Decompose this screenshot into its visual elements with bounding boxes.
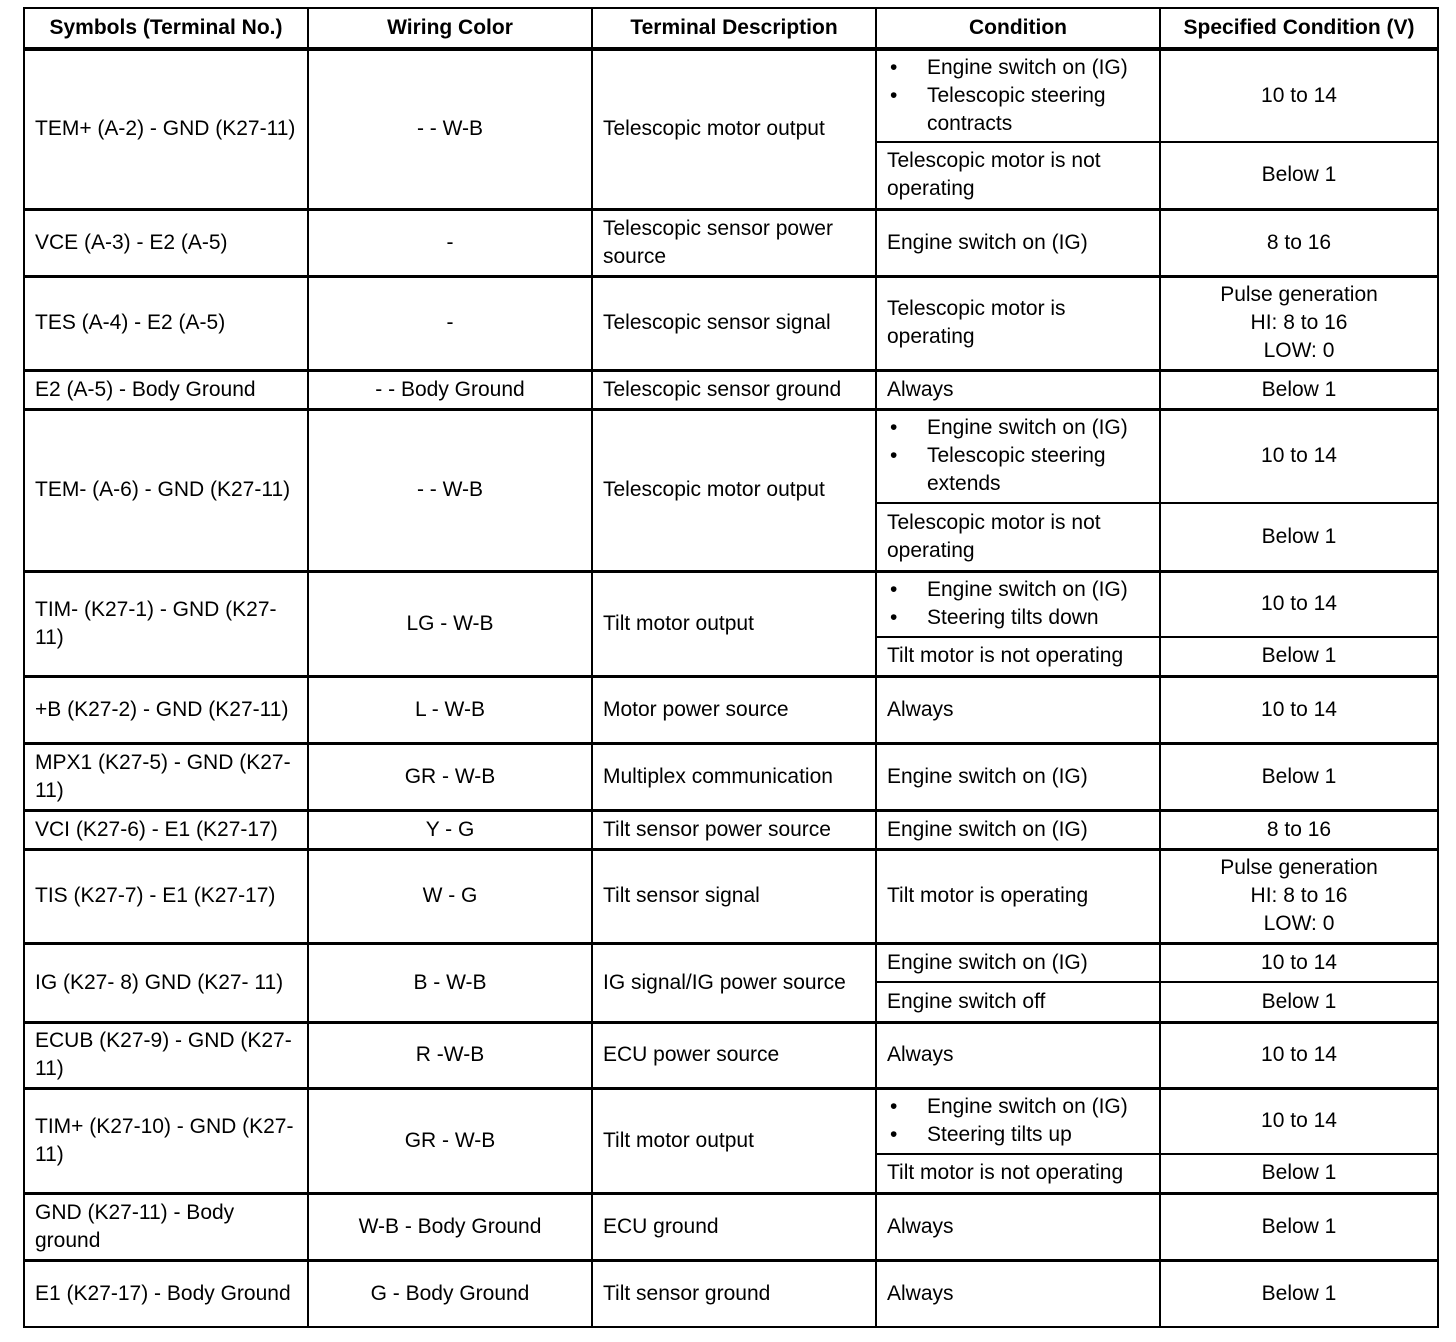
spec-line: LOW: 0	[1263, 339, 1335, 362]
wiring-color-cell: - - W-B	[308, 49, 592, 209]
specified-condition-cell: Below 1	[1160, 503, 1438, 571]
condition-cell: Tilt motor is not operating	[876, 1154, 1160, 1193]
terminal-description-cell: Tilt sensor ground	[592, 1260, 876, 1327]
terminal-description-cell: Telescopic motor output	[592, 409, 876, 571]
symbol-cell: ECUB (K27-9) - GND (K27-11)	[24, 1022, 308, 1088]
terminal-description-cell: IG signal/IG power source	[592, 943, 876, 1022]
condition-bullet-item: • Engine switch on (IG)	[887, 54, 1149, 82]
condition-bullet-list	[887, 1093, 1149, 1149]
specified-condition-cell: Below 1	[1160, 1260, 1438, 1327]
table-header	[24, 8, 1438, 49]
wiring-color-cell: W - G	[308, 849, 592, 943]
table-row	[24, 1088, 1438, 1154]
condition-cell	[876, 49, 1160, 142]
condition-bullet-item: • Steering tilts up	[887, 1121, 1149, 1149]
symbol-cell: MPX1 (K27-5) - GND (K27-11)	[24, 743, 308, 810]
condition-cell	[876, 571, 1160, 637]
specified-condition-cell: 10 to 14	[1160, 1088, 1438, 1154]
table-row	[24, 370, 1438, 409]
wiring-color-cell: -	[308, 276, 592, 370]
condition-cell: Telescopic motor is not operating	[876, 142, 1160, 209]
specified-condition-cell: Below 1	[1160, 1193, 1438, 1260]
specified-condition-cell: 10 to 14	[1160, 1022, 1438, 1088]
condition-bullet-list	[887, 576, 1149, 632]
symbol-cell: E2 (A-5) - Body Ground	[24, 370, 308, 409]
header-wiring-color: Wiring Color	[308, 8, 592, 49]
symbol-cell: E1 (K27-17) - Body Ground	[24, 1260, 308, 1327]
specified-condition-cell: Below 1	[1160, 142, 1438, 209]
terminal-description-cell: ECU ground	[592, 1193, 876, 1260]
wiring-color-cell: -	[308, 209, 592, 276]
header-terminal-description: Terminal Description	[592, 8, 876, 49]
specified-condition-cell: 10 to 14	[1160, 571, 1438, 637]
wiring-color-cell: - - Body Ground	[308, 370, 592, 409]
condition-bullet-item: • Engine switch on (IG)	[887, 414, 1149, 442]
table-body	[24, 49, 1438, 1327]
spec-line: HI: 8 to 16	[1250, 311, 1348, 334]
condition-cell: Always	[876, 1193, 1160, 1260]
table-row	[24, 676, 1438, 743]
table-row	[24, 1193, 1438, 1260]
symbol-cell: TEM+ (A-2) - GND (K27-11)	[24, 49, 308, 209]
wiring-color-cell: G - Body Ground	[308, 1260, 592, 1327]
wiring-color-cell: Y - G	[308, 810, 592, 849]
specified-condition-cell: Below 1	[1160, 1154, 1438, 1193]
condition-cell: Always	[876, 1022, 1160, 1088]
specified-condition-cell: 10 to 14	[1160, 409, 1438, 503]
symbol-cell: TIM+ (K27-10) - GND (K27-11)	[24, 1088, 308, 1193]
table-row	[24, 1260, 1438, 1327]
symbol-cell: TIS (K27-7) - E1 (K27-17)	[24, 849, 308, 943]
specified-condition-cell: Below 1	[1160, 370, 1438, 409]
wiring-color-cell: LG - W-B	[308, 571, 592, 676]
condition-bullet-item: • Engine switch on (IG)	[887, 576, 1149, 604]
terminal-description-cell: ECU power source	[592, 1022, 876, 1088]
table-row	[24, 49, 1438, 142]
terminal-description-cell: Motor power source	[592, 676, 876, 743]
condition-cell	[876, 1088, 1160, 1154]
table-row	[24, 571, 1438, 637]
wiring-color-cell: GR - W-B	[308, 1088, 592, 1193]
specified-condition-cell: Below 1	[1160, 982, 1438, 1022]
condition-cell: Engine switch on (IG)	[876, 810, 1160, 849]
wiring-color-cell: R -W-B	[308, 1022, 592, 1088]
condition-cell	[876, 409, 1160, 503]
terminal-description-cell: Tilt sensor power source	[592, 810, 876, 849]
specified-condition-cell: 10 to 14	[1160, 676, 1438, 743]
table-row	[24, 943, 1438, 982]
condition-bullet-item: • Steering tilts down	[887, 604, 1149, 632]
header-row	[24, 8, 1438, 49]
symbol-cell: GND (K27-11) - Body ground	[24, 1193, 308, 1260]
condition-cell: Engine switch on (IG)	[876, 943, 1160, 982]
specified-condition-cell	[1160, 276, 1438, 370]
table-row	[24, 1022, 1438, 1088]
specified-condition-cell: 8 to 16	[1160, 810, 1438, 849]
condition-cell: Tilt motor is not operating	[876, 637, 1160, 676]
condition-cell: Always	[876, 676, 1160, 743]
condition-cell: Telescopic motor is not operating	[876, 503, 1160, 571]
condition-cell: Always	[876, 1260, 1160, 1327]
table-row	[24, 276, 1438, 370]
specified-condition-cell: 10 to 14	[1160, 943, 1438, 982]
wiring-color-cell: W-B - Body Ground	[308, 1193, 592, 1260]
table-row	[24, 849, 1438, 943]
condition-cell: Engine switch off	[876, 982, 1160, 1022]
condition-cell: Telescopic motor is operating	[876, 276, 1160, 370]
terminal-description-cell: Telescopic sensor signal	[592, 276, 876, 370]
wiring-color-cell: L - W-B	[308, 676, 592, 743]
terminal-description-cell: Tilt sensor signal	[592, 849, 876, 943]
condition-cell: Tilt motor is operating	[876, 849, 1160, 943]
terminal-spec-table	[23, 7, 1439, 1328]
symbol-cell: IG (K27- 8) GND (K27- 11)	[24, 943, 308, 1022]
wiring-color-cell: GR - W-B	[308, 743, 592, 810]
symbol-cell: +B (K27-2) - GND (K27-11)	[24, 676, 308, 743]
spec-line: Pulse generation	[1220, 283, 1378, 306]
terminal-description-cell: Tilt motor output	[592, 571, 876, 676]
specified-condition-cell: Below 1	[1160, 637, 1438, 676]
condition-bullet-item: • Engine switch on (IG)	[887, 1093, 1149, 1121]
condition-bullet-item: • Telescopic steering extends	[887, 442, 1149, 498]
condition-cell: Always	[876, 370, 1160, 409]
terminal-description-cell: Telescopic sensor ground	[592, 370, 876, 409]
condition-bullet-item: • Telescopic steering contracts	[887, 82, 1149, 138]
terminal-description-cell: Multiplex communication	[592, 743, 876, 810]
spec-line: LOW: 0	[1263, 912, 1335, 935]
terminal-description-cell: Tilt motor output	[592, 1088, 876, 1193]
symbol-cell: VCI (K27-6) - E1 (K27-17)	[24, 810, 308, 849]
symbol-cell: TEM- (A-6) - GND (K27-11)	[24, 409, 308, 571]
condition-bullet-list	[887, 414, 1149, 498]
table-row	[24, 209, 1438, 276]
condition-cell: Engine switch on (IG)	[876, 743, 1160, 810]
table-row	[24, 743, 1438, 810]
terminal-description-cell: Telescopic motor output	[592, 49, 876, 209]
symbol-cell: VCE (A-3) - E2 (A-5)	[24, 209, 308, 276]
spec-line: HI: 8 to 16	[1250, 884, 1348, 907]
specified-condition-cell	[1160, 849, 1438, 943]
header-symbols: Symbols (Terminal No.)	[24, 8, 308, 49]
wiring-color-cell: B - W-B	[308, 943, 592, 1022]
specified-condition-cell: Below 1	[1160, 743, 1438, 810]
symbol-cell: TIM- (K27-1) - GND (K27-11)	[24, 571, 308, 676]
spec-line: Pulse generation	[1220, 856, 1378, 879]
header-specified-condition: Specified Condition (V)	[1160, 8, 1438, 49]
wiring-color-cell: - - W-B	[308, 409, 592, 571]
symbol-cell: TES (A-4) - E2 (A-5)	[24, 276, 308, 370]
condition-cell: Engine switch on (IG)	[876, 209, 1160, 276]
table-row	[24, 810, 1438, 849]
specified-condition-cell: 8 to 16	[1160, 209, 1438, 276]
specified-condition-cell: 10 to 14	[1160, 49, 1438, 142]
condition-bullet-list	[887, 54, 1149, 138]
table-row	[24, 409, 1438, 503]
header-condition: Condition	[876, 8, 1160, 49]
terminal-description-cell: Telescopic sensor power source	[592, 209, 876, 276]
